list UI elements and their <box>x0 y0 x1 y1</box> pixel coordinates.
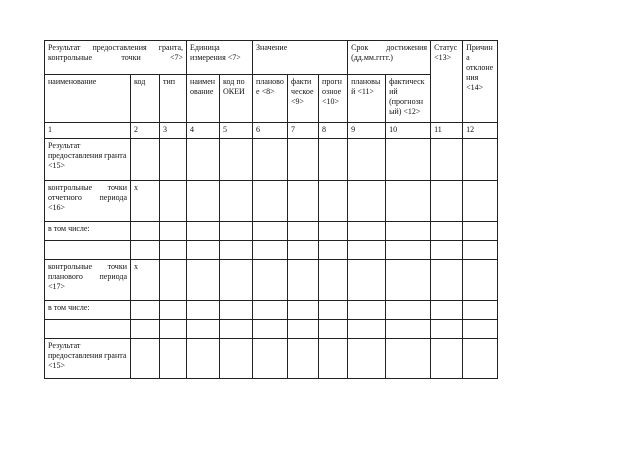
table-cell <box>319 241 348 260</box>
table-cell <box>220 301 253 320</box>
table-cell <box>386 260 431 301</box>
table-cell <box>160 339 187 379</box>
table-cell <box>253 260 288 301</box>
table-subheader-row <box>45 75 498 123</box>
subheader-deadline-planned: плановый <11> <box>348 75 386 123</box>
column-number: 10 <box>386 123 431 139</box>
table-cell <box>348 320 386 339</box>
table-cell <box>288 260 319 301</box>
column-number: 6 <box>253 123 288 139</box>
table-cell <box>431 222 463 241</box>
table-cell <box>348 139 386 181</box>
code-cell: x <box>131 260 160 301</box>
subheader-actual: фактическое <9> <box>288 75 319 123</box>
table-cell <box>160 301 187 320</box>
table-cell <box>187 241 220 260</box>
table-cell <box>288 301 319 320</box>
table-cell <box>348 222 386 241</box>
row-label-kt-report: контрольные точки отчетного периода <16> <box>45 181 131 222</box>
table-cell <box>431 339 463 379</box>
table-cell <box>463 139 498 181</box>
table-row <box>45 139 498 181</box>
table-cell <box>220 241 253 260</box>
table-cell <box>131 241 160 260</box>
table-cell <box>45 241 131 260</box>
column-number: 3 <box>160 123 187 139</box>
table-cell <box>463 222 498 241</box>
table-cell <box>431 181 463 222</box>
subheader-deadline-actual: фактический (прогнозный) <12> <box>386 75 431 123</box>
column-number: 12 <box>463 123 498 139</box>
table-row <box>45 181 498 222</box>
table-cell <box>319 139 348 181</box>
subheader-code: код <box>131 75 160 123</box>
table-cell <box>160 181 187 222</box>
table-cell <box>386 301 431 320</box>
column-number: 5 <box>220 123 253 139</box>
column-number: 11 <box>431 123 463 139</box>
table-cell <box>220 181 253 222</box>
table-row <box>45 339 498 379</box>
column-number: 8 <box>319 123 348 139</box>
table-cell <box>160 139 187 181</box>
table-cell <box>319 222 348 241</box>
grant-results-table <box>44 40 498 379</box>
table-cell <box>319 339 348 379</box>
table-cell <box>463 260 498 301</box>
table-cell <box>348 301 386 320</box>
table-row <box>45 260 498 301</box>
table-cell <box>431 241 463 260</box>
table-cell <box>253 181 288 222</box>
table-cell <box>253 139 288 181</box>
header-reason: Причина отклонения <14> <box>463 41 498 123</box>
table-cell <box>386 339 431 379</box>
table-cell <box>386 181 431 222</box>
row-label-result: Результат предоставления гранта <15> <box>45 339 131 379</box>
subheader-forecast: прогнозное <10> <box>319 75 348 123</box>
table-cell <box>187 139 220 181</box>
column-number: 9 <box>348 123 386 139</box>
table-cell <box>220 320 253 339</box>
header-unit: Единица измерения <7> <box>187 41 253 75</box>
table-cell <box>319 301 348 320</box>
table-cell <box>348 339 386 379</box>
table-row <box>45 301 498 320</box>
table-cell <box>131 339 160 379</box>
table-cell <box>386 320 431 339</box>
table-cell <box>253 301 288 320</box>
table-cell <box>253 320 288 339</box>
header-result: Результат предоставления гранта, контрольные точки <7> <box>45 41 187 75</box>
table-cell <box>253 339 288 379</box>
table-cell <box>431 139 463 181</box>
table-cell <box>463 339 498 379</box>
table-cell <box>160 320 187 339</box>
subheader-unit-okei: код по ОКЕИ <box>220 75 253 123</box>
subheader-name: наименование <box>45 75 131 123</box>
table-cell <box>187 320 220 339</box>
subheader-type: тип <box>160 75 187 123</box>
row-label-including: в том числе: <box>45 301 131 320</box>
table-cell <box>386 222 431 241</box>
table-cell <box>220 139 253 181</box>
table-cell <box>288 139 319 181</box>
table-cell <box>431 260 463 301</box>
table-cell <box>386 241 431 260</box>
table-cell <box>131 222 160 241</box>
table-cell <box>253 222 288 241</box>
table-cell <box>431 320 463 339</box>
table-cell <box>288 181 319 222</box>
table-cell <box>348 181 386 222</box>
table-cell <box>160 222 187 241</box>
table-cell <box>220 222 253 241</box>
table-cell <box>463 320 498 339</box>
table-header-row <box>45 41 498 75</box>
table-cell <box>288 222 319 241</box>
table-cell <box>288 241 319 260</box>
table-cell <box>288 320 319 339</box>
table-cell <box>319 260 348 301</box>
table-cell <box>386 139 431 181</box>
table-cell <box>160 260 187 301</box>
table-cell <box>253 241 288 260</box>
table-cell <box>220 260 253 301</box>
table-cell <box>463 241 498 260</box>
table-cell <box>131 320 160 339</box>
table-cell <box>187 301 220 320</box>
column-numbers-row <box>45 123 498 139</box>
header-value: Значение <box>253 41 348 75</box>
row-label-kt-plan: контрольные точки планового периода <17> <box>45 260 131 301</box>
table-cell <box>160 241 187 260</box>
table-cell <box>187 260 220 301</box>
table-cell <box>131 301 160 320</box>
table-cell <box>463 181 498 222</box>
table-cell <box>187 339 220 379</box>
column-number: 2 <box>131 123 160 139</box>
column-number: 7 <box>288 123 319 139</box>
table-cell <box>431 301 463 320</box>
table-cell <box>319 320 348 339</box>
table-cell <box>319 181 348 222</box>
column-number: 1 <box>45 123 131 139</box>
table-row <box>45 241 498 260</box>
column-number: 4 <box>187 123 220 139</box>
table-cell <box>131 139 160 181</box>
table-cell <box>463 301 498 320</box>
table-row <box>45 222 498 241</box>
table-cell <box>288 339 319 379</box>
table-cell <box>45 320 131 339</box>
code-cell: x <box>131 181 160 222</box>
table-cell <box>220 339 253 379</box>
subheader-planned: плановое <8> <box>253 75 288 123</box>
subheader-unit-name: наименование <box>187 75 220 123</box>
table-row <box>45 320 498 339</box>
table-cell <box>187 222 220 241</box>
table-cell <box>187 181 220 222</box>
row-label-result: Результат предоставления гранта <15> <box>45 139 131 181</box>
row-label-including: в том числе: <box>45 222 131 241</box>
table-cell <box>348 241 386 260</box>
table-cell <box>348 260 386 301</box>
header-deadline: Срок достижения (дд.мм.гггг.) <box>348 41 431 75</box>
header-status: Статус <13> <box>431 41 463 123</box>
